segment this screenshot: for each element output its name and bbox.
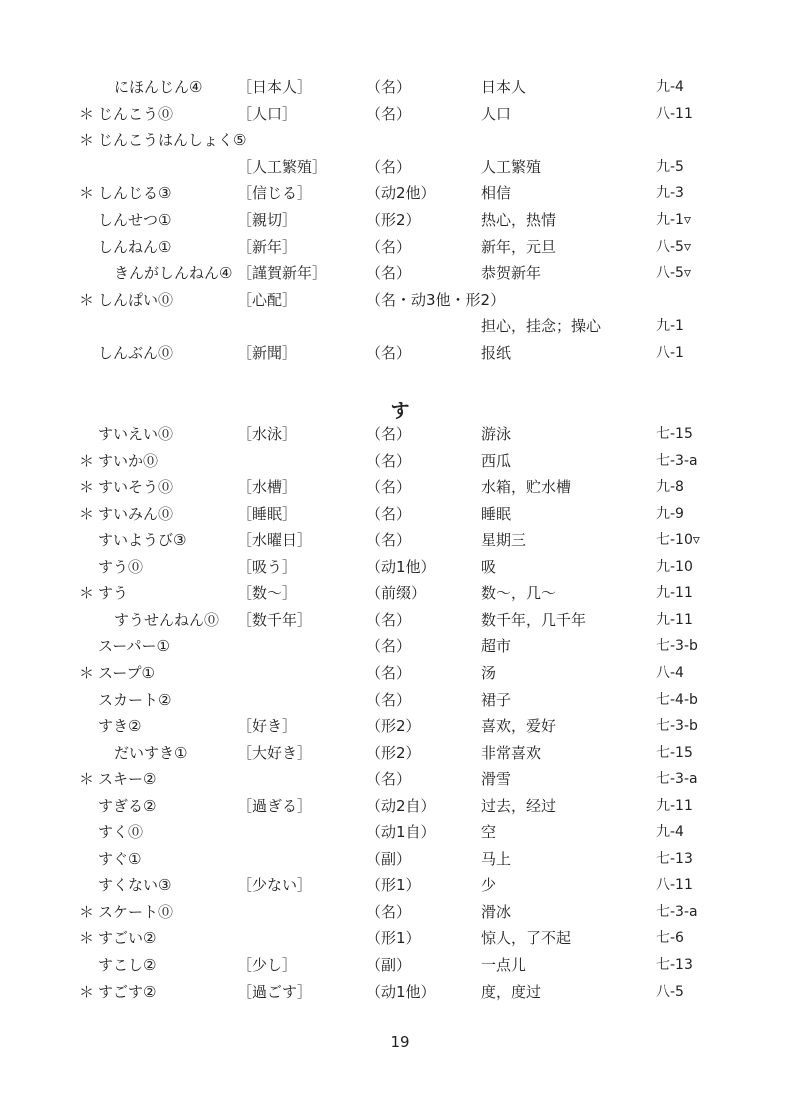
- entry-lesson-ref: 八-11: [656, 105, 693, 122]
- entry-kanji: ［過ぎる］: [237, 796, 313, 815]
- entry-part-of-speech: （动2自）: [366, 796, 436, 815]
- entry-meaning: 星期三: [481, 531, 527, 550]
- entry-part-of-speech: （副）: [366, 849, 412, 868]
- entry-part-of-speech: （形1）: [366, 929, 421, 948]
- section-heading-kana: す: [390, 400, 410, 422]
- entry-part-of-speech: （名）: [366, 504, 412, 523]
- entry-row: [0, 180, 800, 206]
- entry-lesson-ref: 九-11: [656, 585, 693, 602]
- entry-lesson-ref: 九-9: [656, 505, 684, 522]
- entry-row: [0, 101, 800, 127]
- entry-kanji: ［大好き］: [237, 743, 313, 762]
- entry-star-mark: ＊: [79, 451, 95, 470]
- entry-meaning: 过去，经过: [481, 796, 557, 815]
- entry-meaning: 水箱，贮水槽: [481, 478, 572, 497]
- entry-star-mark: ＊: [79, 902, 95, 921]
- entry-kanji: ［水曜日］: [237, 531, 313, 550]
- entry-meaning: 人工繁殖: [481, 157, 542, 176]
- entry-part-of-speech: （名）: [366, 264, 412, 283]
- entry-lesson-ref: 七-4-b: [656, 691, 698, 708]
- entry-reading: すき②: [98, 717, 142, 736]
- entry-part-of-speech: （名）: [366, 531, 412, 550]
- entry-row: [0, 287, 800, 313]
- entry-kanji: ［数～］: [237, 584, 298, 603]
- entry-lesson-ref: 八-1: [656, 345, 684, 361]
- entry-meaning: 度，度过: [481, 982, 542, 1001]
- entry-reading: すう⓪: [98, 557, 144, 576]
- entry-star-mark: ＊: [79, 504, 95, 523]
- entry-row: [0, 127, 800, 153]
- entry-row: [0, 740, 800, 766]
- entry-reading: すく⓪: [98, 823, 144, 842]
- entry-kanji: ［日本人］: [237, 78, 313, 96]
- entry-meaning: 超市: [481, 637, 512, 656]
- entry-reading: すいみん⓪: [98, 504, 174, 523]
- entry-part-of-speech: （动2他）: [366, 184, 436, 203]
- entry-star-mark: ＊: [79, 131, 95, 150]
- entry-row: [0, 952, 800, 978]
- entry-reading: スーパー①: [98, 637, 170, 656]
- entry-reading: すごい②: [98, 929, 157, 948]
- entry-row: [0, 846, 800, 872]
- entry-row: [0, 766, 800, 792]
- entry-lesson-ref: 七-3-a: [656, 903, 698, 920]
- entry-kanji: ［心配］: [237, 290, 298, 309]
- entry-row: [0, 74, 800, 100]
- entry-reading: スケート⓪: [98, 902, 174, 921]
- entry-lesson-ref: 九-3: [656, 185, 684, 202]
- entry-kanji: ［新聞］: [237, 344, 298, 362]
- entry-kanji: ［好き］: [237, 717, 298, 736]
- entry-kanji: ［人口］: [237, 104, 298, 123]
- entry-row: [0, 979, 800, 1005]
- entry-kanji: ［少し］: [237, 956, 298, 974]
- entry-row: [0, 793, 800, 819]
- entry-lesson-ref: 八-5▿: [656, 238, 691, 255]
- page-number: 19: [390, 1033, 410, 1051]
- entry-meaning: 游泳: [481, 425, 512, 443]
- entry-row: [0, 421, 800, 447]
- entry-meaning: 吸: [481, 557, 497, 576]
- entry-lesson-ref: 九-1: [656, 318, 684, 335]
- entry-part-of-speech: （名）: [366, 451, 412, 470]
- entry-part-of-speech: （动1自）: [366, 823, 436, 842]
- entry-star-mark: ＊: [79, 770, 95, 789]
- entry-part-of-speech: （副）: [366, 956, 412, 974]
- entry-part-of-speech: （形2）: [366, 743, 421, 762]
- entry-reading: すくない③: [98, 876, 172, 895]
- entry-lesson-ref: 九-11: [656, 797, 693, 814]
- entry-reading: すいそう⓪: [98, 478, 174, 497]
- entry-lesson-ref: 九-4: [656, 824, 684, 841]
- entry-part-of-speech: （名）: [366, 237, 412, 256]
- entry-meaning: 担心，挂念；操心: [481, 317, 602, 336]
- entry-kanji: ［水泳］: [237, 425, 298, 443]
- entry-row: [0, 580, 800, 606]
- entry-kanji: ［人工繁殖］: [237, 157, 328, 176]
- entry-kanji: ［吸う］: [237, 557, 298, 576]
- entry-row: [0, 713, 800, 739]
- entry-lesson-ref: 七-13: [656, 850, 693, 867]
- entry-lesson-ref: 七-13: [656, 957, 693, 973]
- entry-lesson-ref: 九-5: [656, 158, 684, 175]
- entry-lesson-ref: 九-11: [656, 611, 693, 628]
- entry-kanji: ［数千年］: [237, 610, 313, 629]
- entry-meaning: 非常喜欢: [481, 743, 542, 762]
- entry-part-of-speech: （动1他）: [366, 557, 436, 576]
- entry-meaning: 日本人: [481, 78, 527, 96]
- entry-lesson-ref: 八-5▿: [656, 265, 691, 282]
- entry-part-of-speech: （形2）: [366, 211, 421, 229]
- entry-star-mark: ＊: [79, 663, 95, 682]
- entry-reading: スープ①: [98, 663, 155, 682]
- entry-meaning: 西瓜: [481, 451, 512, 470]
- entry-star-mark: ＊: [79, 982, 95, 1001]
- entry-lesson-ref: 七-10▿: [656, 532, 700, 549]
- entry-reading: すいか⓪: [98, 451, 159, 470]
- entry-reading: すうせんねん⓪: [114, 610, 220, 629]
- entry-part-of-speech: （名・动3他・形2）: [366, 290, 506, 309]
- entry-row: [0, 660, 800, 686]
- entry-part-of-speech: （名）: [366, 690, 412, 709]
- entry-meaning: 空: [481, 823, 497, 842]
- entry-part-of-speech: （名）: [366, 104, 412, 123]
- entry-row: [0, 872, 800, 898]
- entry-lesson-ref: 八-5: [656, 983, 684, 1000]
- entry-reading: しんねん①: [98, 237, 172, 256]
- entry-kanji: ［新年］: [237, 237, 298, 256]
- entry-meaning: 新年，元旦: [481, 237, 557, 256]
- entry-lesson-ref: 七-15: [656, 426, 693, 442]
- entry-meaning: 恭贺新年: [481, 264, 542, 283]
- entry-row: [0, 474, 800, 500]
- entry-row: [0, 448, 800, 474]
- entry-meaning: 数千年，几千年: [481, 610, 587, 629]
- entry-reading: じんこう⓪: [98, 104, 174, 123]
- entry-part-of-speech: （名）: [366, 78, 412, 96]
- entry-row: [0, 899, 800, 925]
- entry-reading: しんじる③: [98, 184, 172, 203]
- entry-lesson-ref: 九-4: [656, 79, 684, 95]
- entry-star-mark: ＊: [79, 478, 95, 497]
- entry-lesson-ref: 七-3-b: [656, 718, 698, 735]
- entry-lesson-ref: 九-8: [656, 479, 684, 496]
- entry-row: [0, 925, 800, 951]
- entry-row: [0, 633, 800, 659]
- entry-kanji: ［睡眠］: [237, 504, 298, 523]
- entry-reading: しんせつ①: [98, 211, 172, 229]
- entry-reading: すいようび③: [98, 531, 187, 550]
- entry-part-of-speech: （名）: [366, 637, 412, 656]
- entry-kanji: ［親切］: [237, 211, 298, 229]
- entry-row: [0, 260, 800, 286]
- entry-lesson-ref: 七-15: [656, 744, 693, 761]
- entry-reading: しんぶん⓪: [98, 344, 174, 362]
- entry-part-of-speech: （形1）: [366, 876, 421, 895]
- entry-meaning: 报纸: [481, 344, 512, 362]
- entry-reading: すこし②: [98, 956, 157, 974]
- entry-meaning: 马上: [481, 849, 512, 868]
- entry-meaning: 滑雪: [481, 770, 512, 789]
- entry-lesson-ref: 九-1▿: [656, 212, 691, 228]
- entry-kanji: ［少ない］: [237, 876, 313, 895]
- entry-kanji: ［過ごす］: [237, 982, 313, 1001]
- entry-meaning: 人口: [481, 104, 512, 123]
- entry-meaning: 汤: [481, 663, 497, 682]
- entry-meaning: 一点儿: [481, 956, 527, 974]
- entry-star-mark: ＊: [79, 184, 95, 203]
- entry-star-mark: ＊: [79, 929, 95, 948]
- entry-reading: じんこうはんしょく⑤: [98, 131, 247, 150]
- entry-meaning: 相信: [481, 184, 512, 203]
- entry-lesson-ref: 九-10: [656, 558, 693, 575]
- entry-row: [0, 527, 800, 553]
- entry-row: [0, 313, 800, 339]
- entry-reading: すぎる②: [98, 796, 157, 815]
- entry-meaning: 滑冰: [481, 902, 512, 921]
- entry-row: [0, 234, 800, 260]
- entry-row: [0, 607, 800, 633]
- entry-reading: すごす②: [98, 982, 157, 1001]
- entry-row: [0, 207, 800, 233]
- entry-lesson-ref: 七-3-b: [656, 638, 698, 655]
- entry-part-of-speech: （名）: [366, 157, 412, 176]
- entry-part-of-speech: （名）: [366, 663, 412, 682]
- entry-reading: スキー②: [98, 770, 157, 789]
- entry-meaning: 喜欢，爱好: [481, 717, 557, 736]
- entry-meaning: 惊人，了不起: [481, 929, 572, 948]
- entry-reading: にほんじん④: [114, 78, 203, 96]
- entry-lesson-ref: 七-3-a: [656, 771, 698, 788]
- entry-row: [0, 819, 800, 845]
- entry-meaning: 睡眠: [481, 504, 512, 523]
- entry-part-of-speech: （名）: [366, 770, 412, 789]
- entry-lesson-ref: 八-11: [656, 877, 693, 894]
- entry-meaning: 热心，热情: [481, 211, 557, 229]
- entry-part-of-speech: （名）: [366, 344, 412, 362]
- entry-reading: すいえい⓪: [98, 425, 174, 443]
- entry-row: [0, 154, 800, 180]
- entry-reading: しんぱい⓪: [98, 290, 174, 309]
- entry-part-of-speech: （名）: [366, 478, 412, 497]
- entry-row: [0, 687, 800, 713]
- entry-meaning: 数～，几～: [481, 584, 557, 603]
- entry-star-mark: ＊: [79, 290, 95, 309]
- entry-kanji: ［謹賀新年］: [237, 264, 328, 283]
- entry-reading: すう: [98, 584, 129, 603]
- entry-part-of-speech: （形2）: [366, 717, 421, 736]
- entry-part-of-speech: （动1他）: [366, 982, 436, 1001]
- entry-part-of-speech: （名）: [366, 902, 412, 921]
- entry-reading: だいすき①: [114, 743, 188, 762]
- entry-part-of-speech: （前缀）: [366, 584, 427, 603]
- entry-lesson-ref: 七-6: [656, 930, 684, 947]
- entry-lesson-ref: 七-3-a: [656, 452, 698, 469]
- entry-reading: スカート②: [98, 690, 172, 709]
- entry-row: [0, 554, 800, 580]
- entry-kanji: ［信じる］: [237, 184, 313, 203]
- entry-row: [0, 340, 800, 366]
- entry-meaning: 少: [481, 876, 497, 895]
- entry-star-mark: ＊: [79, 584, 95, 603]
- entry-star-mark: ＊: [79, 104, 95, 123]
- entry-part-of-speech: （名）: [366, 425, 412, 443]
- entry-lesson-ref: 八-4: [656, 664, 684, 681]
- entry-row: [0, 501, 800, 527]
- entry-reading: すぐ①: [98, 849, 142, 868]
- entry-meaning: 裙子: [481, 690, 512, 709]
- entry-kanji: ［水槽］: [237, 478, 298, 497]
- entry-reading: きんがしんねん④: [114, 264, 233, 283]
- entry-part-of-speech: （名）: [366, 610, 412, 629]
